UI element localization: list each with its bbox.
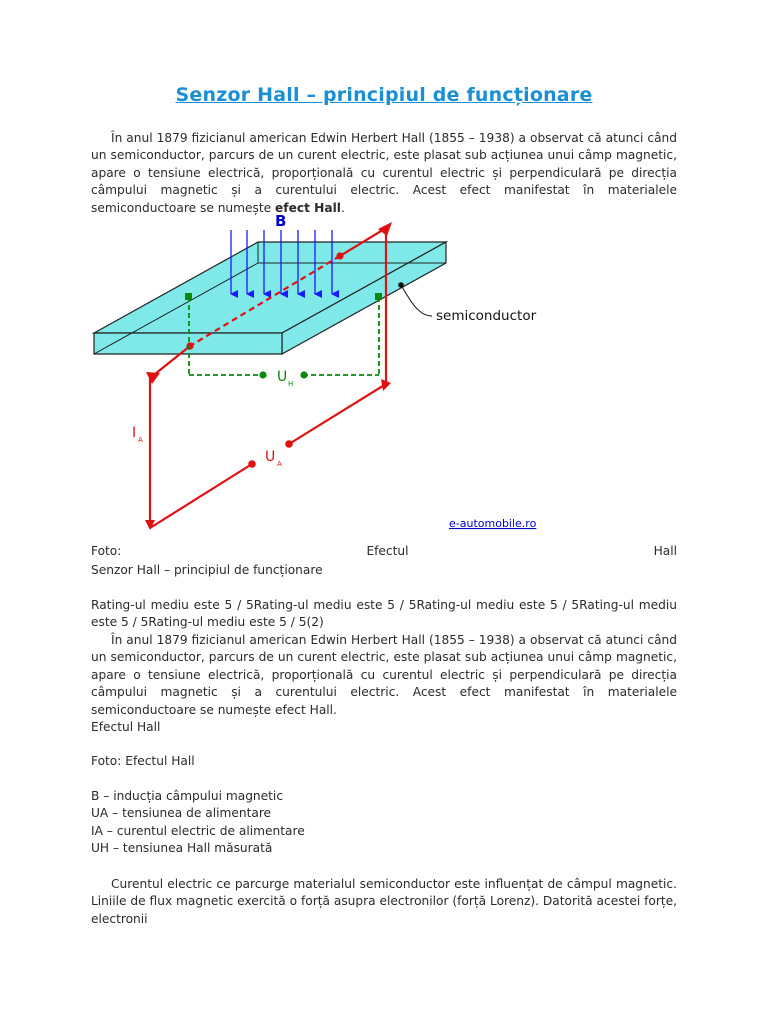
intro-end: . — [340, 200, 345, 215]
label-supply-voltage: U — [265, 449, 276, 465]
intro-text: În anul 1879 fizicianul american Edwin Herbert Hall (1855 – 1938) a observat că atunci când un semiconductor, parcurs de un curent electric, este plasat sub acțiunea unui câmp magnetic, apare o tensiune electrică, proporțională cu curentul electric și perpendiculară pe direcția câmpului magnetic și a curentului electric. Acest efect manifestat în materialele semiconductoare se numește — [91, 131, 677, 215]
label-supply-voltage-sub: A — [277, 460, 282, 468]
supply-terminal-dot — [285, 440, 293, 448]
intro-bold-term: efect Hall — [275, 200, 341, 215]
foto-label: Foto: — [91, 544, 122, 558]
hall-terminal-dot — [259, 371, 266, 378]
intro-repeat-paragraph: În anul 1879 fizicianul american Edwin Herbert Hall (1855 – 1938) a observat că atunci când un semiconductor, parcurs de un curent electric, este plasat sub acțiunea unui câmp magnetic, apare o tensiune electrică, proporțională cu curentul electric și perpendiculară pe direcția câmpului magnetic și a curentului electric. Acest efect manifestat în materialele semiconductoare se numește efect Hall. — [91, 633, 677, 717]
watermark-link[interactable]: e-automobile.ro — [449, 517, 537, 530]
rating-text: Rating-ul mediu este 5 / 5Rating-ul mediu este 5 / 5Rating-ul mediu este 5 / 5Rating-ul mediu este 5 / 5Rating-ul mediu este 5 / 5(2) — [91, 598, 677, 630]
figure-caption — [91, 544, 677, 558]
label-magnetic-induction: B — [275, 212, 287, 230]
hall-terminal-dot — [300, 371, 307, 378]
label-supply-current: I — [132, 425, 137, 441]
legend-item: IA – curentul electric de alimentare — [91, 824, 305, 838]
legend-item: UA – tensiunea de alimentare — [91, 806, 272, 820]
efectul-hall-heading: Efectul Hall — [91, 720, 161, 734]
caption-subtitle: Senzor Hall – principiul de funcționare — [91, 563, 323, 577]
legend-item: B – inducția câmpului magnetic — [91, 789, 284, 803]
foto-efectul-hall: Foto: Efectul Hall — [91, 754, 195, 768]
label-hall-voltage: U — [277, 369, 288, 385]
page-title[interactable]: Senzor Hall – principiul de funcționare — [175, 84, 593, 106]
final-paragraph: Curentul electric ce parcurge materialul semiconductor este influențat de câmpul magnetic. Liniile de flux magnetic exercită o forță asupra electronilor (forță Lorenz). Datorită acestei forțe, electronii — [91, 877, 677, 926]
supply-terminal-dot — [248, 460, 256, 468]
legend-item: UH – tensiunea Hall măsurată — [91, 841, 273, 855]
label-semiconductor: semiconductor — [436, 308, 537, 324]
foto-word-hall: Hall — [653, 544, 677, 558]
foto-word-efectul: Efectul — [366, 544, 409, 558]
label-hall-voltage-sub: H — [288, 380, 294, 388]
label-supply-current-sub: A — [138, 436, 143, 444]
